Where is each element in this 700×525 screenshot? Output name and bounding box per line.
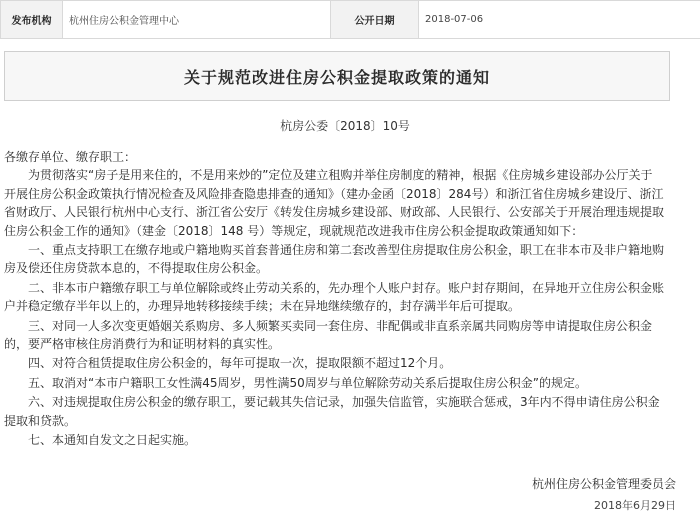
policy-item-1: 一、重点支持职工在缴存地或户籍地购买首套普通住房和第二套改善型住房提取住房公积金，职工在非本市及非户籍地购房及偿还住房贷款本息的，不得提取住房公积金。 [4, 243, 665, 276]
policy-item-5: 五、取消对“本市户籍职工女性满45周岁，男性满50周岁与单位解除劳动关系后提取住房公积金”的规定。 [28, 375, 587, 390]
date-value: 2018-07-06 [419, 1, 700, 39]
document-body [4, 148, 664, 450]
metadata-table [0, 0, 700, 39]
policy-item-7: 七、本通知自发文之日起实施。 [28, 433, 197, 448]
publisher-label: 发布机构 [1, 1, 63, 39]
policy-item-2: 二、非本市户籍缴存职工与单位解除或终止劳动关系的，先办理个人账户封存。账户封存期间，在异地开立住房公积金账户并稳定缴存半年以上的，办理异地转移接续手续；未在异地继续缴存的，封存满半年后可提取。 [4, 280, 665, 314]
issue-date: 2018年6月29日 [594, 499, 676, 512]
policy-item-4: 四、对符合租赁提取住房公积金的，每年可提取一次，提取限额不超过12个月。 [28, 356, 452, 371]
document-title: 关于规范改进住房公积金提取政策的通知 [183, 67, 490, 87]
salutation: 各缴存单位、缴存职工： [4, 150, 137, 164]
policy-item-3: 三、对同一人多次变更婚姻关系购房、多人频繁买卖同一套住房、非配偶或非直系亲属共同购房等申请提取住房公积金的，要严格审核住房消费行为和证明材料的真实性。 [4, 318, 653, 352]
intro-paragraph: 为贯彻落实“房子是用来住的，不是用来炒的”定位及建立租购并举住房制度的精神，根据《住房城乡建设部办公厅关于开展住房公积金政策执行情况检查及风险排查隐患排查的通知》（建办金函〔2018〕284号）和浙江省住房城乡建设厅、浙江省财政厅、人民银行杭州中心支行、浙江省公安厅《转发住房城乡建设部、财政部、人民银行、公安部关于开展治理违规提取住房公积金工作的通知》（建金〔2018〕148 号）等规定，现就规范改进我市住房公积金提取政策通知如下： [4, 168, 665, 238]
policy-item-6: 六、对违规提取住房公积金的缴存职工，要记载其失信记录，加强失信监管，实施联合惩戒，3年内不得申请住房公积金提取和贷款。 [4, 395, 660, 428]
document-number: 杭房公委〔2018〕10号 [280, 119, 410, 133]
issuing-authority: 杭州住房公积金管理委员会 [531, 477, 676, 491]
metadata-row [1, 1, 700, 39]
date-label: 公开日期 [331, 1, 419, 39]
title-banner [4, 51, 670, 101]
publisher-value: 杭州住房公积金管理中心 [63, 1, 331, 39]
